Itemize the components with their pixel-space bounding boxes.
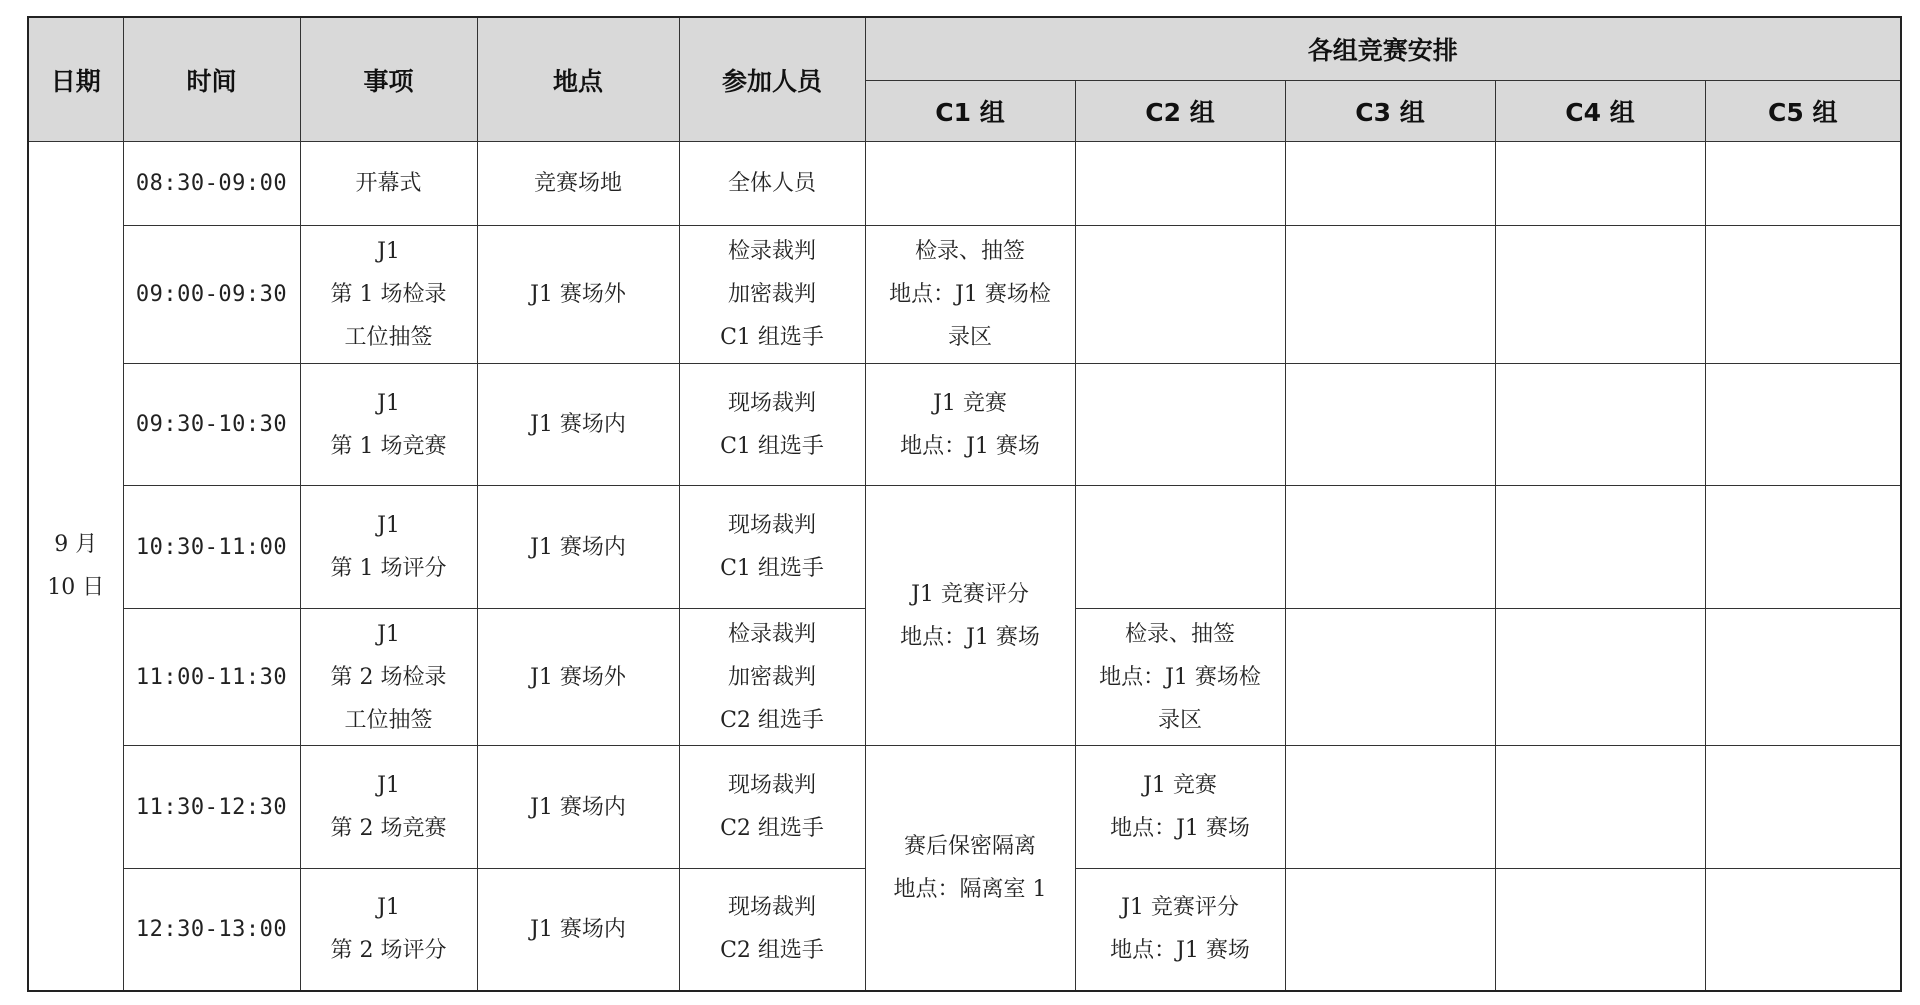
item-cell [300,142,477,226]
header-group-c5: C5 组 [1705,80,1901,141]
c2-compete-cell [1075,746,1285,869]
time-cell: 10:30-11:00 [123,486,300,609]
item-line: J1 [377,621,400,647]
participant-line: 全体人员 [727,171,816,197]
participant-line: 现场裁判 [727,773,816,799]
c1-compete-line: 地点：J1 赛场 [900,433,1040,459]
item-cell [300,226,477,364]
c5-cell [1705,363,1901,486]
participant-line: C2 组选手 [720,707,824,733]
c3-cell [1285,226,1495,364]
item-line: J1 [377,773,400,799]
c3-cell [1285,868,1495,991]
c2-cell [1075,142,1285,226]
c1-checkin-line: 录区 [947,325,992,351]
location-cell: J1 赛场外 [477,608,679,746]
c5-cell [1705,868,1901,991]
item-line: J1 [377,895,400,921]
participant-line: 检录裁判 [727,239,816,265]
time-cell: 09:00-09:30 [123,226,300,364]
header-location: 地点 [477,17,679,142]
c4-cell [1495,868,1705,991]
c1-isolation-line: 赛后保密隔离 [903,834,1036,860]
header-participants: 参加人员 [679,17,865,142]
item-cell [300,746,477,869]
c1-scoring-line: 地点：J1 赛场 [900,624,1040,650]
c2-cell [1075,486,1285,609]
header-date: 日期 [28,17,123,142]
c1-isolation-cell [865,746,1075,991]
participant-line: 加密裁判 [727,282,816,308]
participant-line: C1 组选手 [720,433,824,459]
c2-scoring-cell [1075,868,1285,991]
c2-checkin-line: 检录、抽签 [1124,621,1235,647]
header-item: 事项 [300,17,477,142]
c3-cell [1285,142,1495,226]
participant-line: C1 组选手 [720,325,824,351]
c1-checkin-cell [865,226,1075,364]
participants-cell [679,608,865,746]
item-line: 第 2 场竞赛 [330,816,447,842]
item-line: 第 2 场检录 [330,664,447,690]
c1-isolation-line: 地点：隔离室 1 [893,877,1047,903]
item-line: 第 2 场评分 [330,938,447,964]
c5-cell [1705,608,1901,746]
c1-scoring-cell [865,486,1075,746]
location-cell: 竞赛场地 [477,142,679,226]
schedule-table [27,16,1902,992]
participants-cell [679,226,865,364]
table-row [28,486,1901,609]
header-time: 时间 [123,17,300,142]
date-month: 9 月 [54,532,98,557]
item-cell [300,608,477,746]
c4-cell [1495,142,1705,226]
item-line: 工位抽签 [344,325,433,351]
c5-cell [1705,746,1901,869]
c2-cell [1075,363,1285,486]
c5-cell [1705,486,1901,609]
participants-cell [679,868,865,991]
participant-line: C1 组选手 [720,556,824,582]
participant-line: 检录裁判 [727,621,816,647]
c2-compete-line: 地点：J1 赛场 [1110,816,1250,842]
header-group-c2: C2 组 [1075,80,1285,141]
location-cell: J1 赛场外 [477,226,679,364]
item-cell [300,363,477,486]
participants-cell [679,363,865,486]
table-row [28,142,1901,226]
c4-cell [1495,746,1705,869]
item-line: J1 [377,513,400,539]
time-cell: 12:30-13:00 [123,868,300,991]
table-row [28,746,1901,869]
participant-line: 现场裁判 [727,895,816,921]
c2-checkin-line: 地点：J1 赛场检 [1099,664,1261,690]
time-cell: 11:30-12:30 [123,746,300,869]
participant-line: 现场裁判 [727,513,816,539]
c1-compete-cell [865,363,1075,486]
location-cell: J1 赛场内 [477,746,679,869]
item-cell [300,486,477,609]
time-cell: 11:00-11:30 [123,608,300,746]
c2-compete-line: J1 竞赛 [1143,773,1217,799]
participant-line: C2 组选手 [720,816,824,842]
participants-cell [679,142,865,226]
item-line: 第 1 场评分 [330,556,447,582]
c4-cell [1495,608,1705,746]
participant-line: C2 组选手 [720,938,824,964]
c1-scoring-line: J1 竞赛评分 [911,581,1029,607]
header-group-c1: C1 组 [865,80,1075,141]
participants-cell [679,486,865,609]
location-cell: J1 赛场内 [477,363,679,486]
c1-checkin-line: 检录、抽签 [914,239,1025,265]
table-row [28,363,1901,486]
item-line: J1 [377,390,400,416]
participant-line: 现场裁判 [727,390,816,416]
c4-cell [1495,363,1705,486]
c3-cell [1285,608,1495,746]
item-line: 第 1 场竞赛 [330,433,447,459]
c5-cell [1705,226,1901,364]
c2-cell [1075,226,1285,364]
c1-checkin-line: 地点：J1 赛场检 [889,282,1051,308]
c4-cell [1495,486,1705,609]
c4-cell [1495,226,1705,364]
date-day: 10 日 [47,575,105,600]
participants-cell [679,746,865,869]
header-group-c4: C4 组 [1495,80,1705,141]
item-line: 第 1 场检录 [330,282,447,308]
item-line: 工位抽签 [344,707,433,733]
c3-cell [1285,363,1495,486]
c2-scoring-line: 地点：J1 赛场 [1110,938,1250,964]
time-cell: 08:30-09:00 [123,142,300,226]
c1-cell [865,142,1075,226]
item-line: 开幕式 [355,171,422,197]
c2-scoring-line: J1 竞赛评分 [1121,895,1239,921]
item-line: J1 [377,239,400,265]
c3-cell [1285,746,1495,869]
c2-checkin-cell [1075,608,1285,746]
c1-compete-line: J1 竞赛 [933,390,1007,416]
time-cell: 09:30-10:30 [123,363,300,486]
c5-cell [1705,142,1901,226]
item-cell [300,868,477,991]
header-group-c3: C3 组 [1285,80,1495,141]
participant-line: 加密裁判 [727,664,816,690]
table-row [28,226,1901,364]
location-cell: J1 赛场内 [477,868,679,991]
c2-checkin-line: 录区 [1157,707,1202,733]
header-groups-title: 各组竞赛安排 [865,17,1901,80]
c3-cell [1285,486,1495,609]
date-cell [28,142,123,992]
location-cell: J1 赛场内 [477,486,679,609]
